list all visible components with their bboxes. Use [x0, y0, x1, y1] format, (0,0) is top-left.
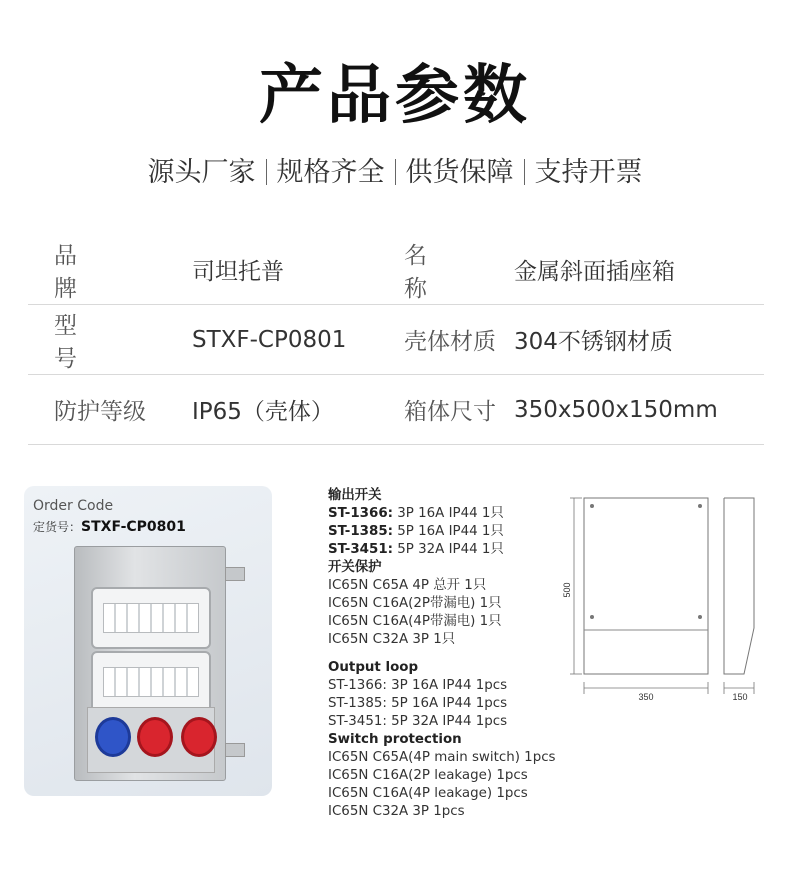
- product-card: [24, 486, 272, 796]
- order-number: [33, 518, 186, 535]
- item-spec: 5P 32A IP44 1只: [393, 542, 504, 557]
- tag-source-factory: 源头厂家: [147, 157, 256, 188]
- en-switch-item: IC65N C16A(4P leakage) 1pcs: [328, 786, 528, 801]
- item-spec: 3P 16A IP44 1只: [393, 506, 504, 521]
- tag-divider: [266, 159, 267, 185]
- en-switch-item: IC65N C32A 3P 1pcs: [328, 804, 465, 819]
- en-switch-title: Switch protection: [328, 732, 462, 747]
- width-label: 350: [638, 692, 654, 702]
- breaker-row: [103, 603, 199, 633]
- cn-output-item: [328, 523, 578, 541]
- spec-label-size: 箱体尺寸: [404, 399, 496, 425]
- feature-tags: [0, 150, 790, 189]
- spec-table: [28, 235, 764, 445]
- spec-label-brand: 品牌: [54, 242, 125, 302]
- tag-supply-guarantee: 供货保障: [405, 157, 514, 188]
- item-code: ST-1366:: [328, 506, 393, 521]
- screw-icon: [698, 615, 702, 619]
- cn-output-title: 输出开关: [328, 488, 382, 503]
- screw-icon: [590, 615, 594, 619]
- spec-label-material: 壳体材质: [404, 329, 496, 355]
- item-spec: 5P 16A IP44 1只: [393, 524, 504, 539]
- spacer: [328, 649, 578, 659]
- cn-switch-title: 开关保护: [328, 560, 382, 575]
- order-code-label: Order Code: [33, 498, 114, 514]
- cn-switch-item: IC65N C16A(4P带漏电) 1只: [328, 614, 502, 629]
- order-number-value: STXF-CP0801: [81, 519, 186, 535]
- en-output-item: ST-3451: 5P 32A IP44 1pcs: [328, 714, 508, 729]
- en-switch-item: IC65N C16A(2P leakage) 1pcs: [328, 768, 528, 783]
- cn-switch-item: IC65N C65A 4P 总开 1只: [328, 578, 487, 593]
- en-output-item: ST-1366: 3P 16A IP44 1pcs: [328, 678, 508, 693]
- breaker-row: [103, 667, 199, 697]
- tag-divider: [524, 159, 525, 185]
- spec-label-protection: 防护等级: [54, 399, 146, 425]
- mounting-bracket: [225, 743, 245, 757]
- screw-icon: [698, 504, 702, 508]
- tag-divider: [395, 159, 396, 185]
- cn-output-item: [328, 505, 578, 523]
- en-switch-item: IC65N C65A(4P main switch) 1pcs: [328, 750, 556, 765]
- spec-label-model: 型号: [54, 312, 125, 372]
- spec-row: [28, 305, 764, 375]
- cn-switch-item: IC65N C16A(2P带漏电) 1只: [328, 596, 502, 611]
- spec-value-protection: IP65（壳体）: [192, 399, 334, 425]
- en-output-item: ST-1385: 5P 16A IP44 1pcs: [328, 696, 508, 711]
- spec-label-name: 名称: [404, 242, 475, 302]
- cn-switch-item: IC65N C32A 3P 1只: [328, 632, 456, 647]
- product-description: [328, 487, 578, 821]
- spec-row: [28, 235, 764, 305]
- mounting-bracket: [225, 567, 245, 581]
- spec-value-size: 350x500x150mm: [514, 396, 718, 423]
- spec-value-material: 304不锈钢材质: [514, 329, 673, 355]
- front-view-outline: [584, 498, 708, 674]
- spec-value-brand: 司坦托普: [192, 259, 284, 285]
- socket-blue-icon: [95, 717, 131, 757]
- socket-red-icon: [181, 717, 217, 757]
- en-output-title: Output loop: [328, 660, 419, 675]
- spec-value-model: STXF-CP0801: [192, 326, 347, 353]
- item-code: ST-3451:: [328, 542, 393, 557]
- cn-output-item: [328, 541, 578, 559]
- page-title: 产品参数: [259, 59, 531, 133]
- height-label: 500: [562, 582, 572, 598]
- breaker-window: [91, 587, 211, 649]
- tag-full-specs: 规格齐全: [276, 157, 385, 188]
- dimension-drawing: [558, 488, 778, 708]
- depth-label: 150: [732, 692, 748, 702]
- spec-value-name: 金属斜面插座箱: [514, 259, 675, 285]
- breaker-window: [91, 651, 211, 713]
- product-image-enclosure: [74, 546, 226, 781]
- socket-red-icon: [137, 717, 173, 757]
- order-number-prefix: 定货号：: [33, 520, 82, 534]
- spec-row: [28, 375, 764, 445]
- item-code: ST-1385:: [328, 524, 393, 539]
- tag-invoice-support: 支持开票: [534, 157, 643, 188]
- screw-icon: [590, 504, 594, 508]
- side-view-outline: [724, 498, 754, 674]
